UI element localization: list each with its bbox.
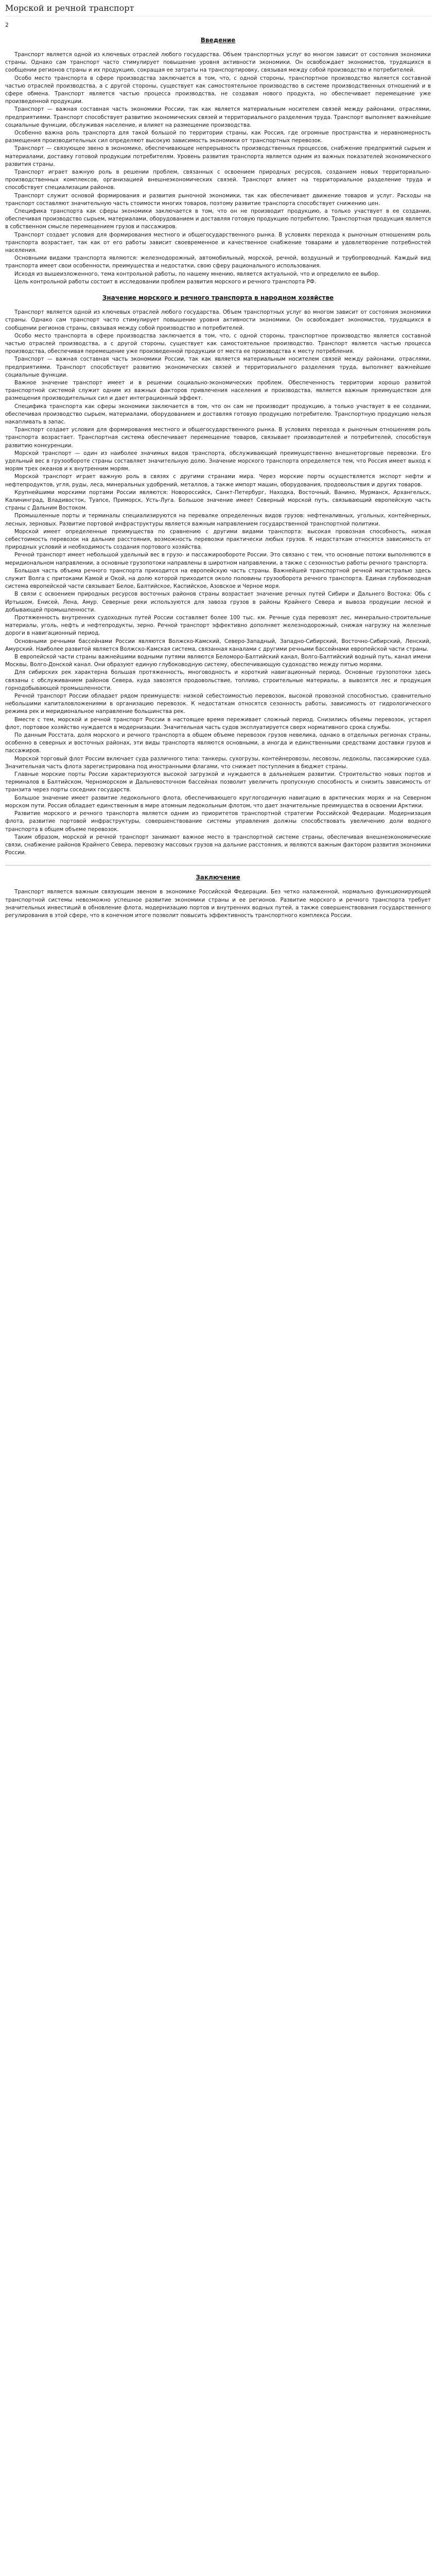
paragraph: По данным Росстата, доля морского и речного транспорта в общем объеме перевозок грузов невелика, однако в отдельных регионах страны, особенно в северных и восточных районах, эти виды транспорта являются основными, а иногда и единственными средствами доставки грузов и пассажиров. [5,732,431,754]
page-title: Морской и речной транспорт [5,3,431,16]
paragraph: Транспорт является важным связующим звеном в экономике Российской Федерации. Без четко налаженной, нормально функционирующей транспортной системы невозможно успешное развитие экономики страны и ее регионов. Развитие морского и речного транспорта требует значительных инвестиций в обновление флота, модернизацию портов и внутренних водных путей, а также совершенствования государственного регулирования в этой сфере, что в конечном итоге позволит повысить эффективность транспортного комплекса России. [5,889,431,919]
paragraph: Важное значение транспорт имеет и в решении социально-экономических проблем. Обеспеченность территории хорошо развитой транспортной системой служит одним из важных факторов привлечения населения и производства, является важным преимуществом для размещения производительных сил и дает интеграционный эффект. [5,379,431,402]
paragraph: Морской торговый флот России включает суда различного типа: танкеры, сухогрузы, контейнеровозы, лесовозы, ледоколы, пассажирские суда. Значительная часть флота зарегистрирована под иностранными флагами, что снижает поступления в бюджет страны. [5,755,431,770]
paragraph: Особо место транспорта в сфере производства заключается в том, что, с одной стороны, транспортное производство является составной частью отраслей производства, а с другой стороны, существует как самостоятельное производство в системе производственных отношений и в сфере обмена. Транспорт является частью процесса производства, не создавая нового продукта, но обеспечивает перемещение уже произведенной продукции. [5,75,431,105]
paragraph: Развитие морского и речного транспорта является одним из приоритетов транспортной стратегии Российской Федерации. Модернизация флота, развитие портовой инфраструктуры, совершенствование системы управления должны способствовать увеличению доли водного транспорта в общем объеме перевозок. [5,810,431,833]
section-heading: Значение морского и речного транспорта в народном хозяйстве [102,294,334,302]
document-body [5,37,431,920]
section-heading: Введение [200,37,236,44]
document-page [0,0,436,930]
paragraph: Транспорт — важная составная часть экономики России, так как является материальным носителем связей между районами, отраслями, предприятиями. Транспорт способствует развитию экономических связей и территориального разделения труда. Транспорт выполняет важнейшие социальные функции, обслуживая население, и влияет на размещение производства. [5,106,431,128]
paragraph: Особенно важна роль транспорта для такой большой по территории страны, как Россия, где огромные пространства и неравномерность размещения производительных сил определяют высокую зависимость экономики от транспортных перевозок. [5,130,431,144]
paragraph: Транспорт служит основой формирования и развития рыночной экономики, так как обеспечивает движение товаров и услуг. Расходы на транспорт составляют значительную часть стоимости многих товаров, поэтому развитие транспорта способствует снижению цен. [5,192,431,207]
section-heading: Заключение [196,874,240,882]
paragraph: Протяженность внутренних судоходных путей России составляет более 100 тыс. км. Речные суда перевозят лес, минерально-строительные материалы, уголь, нефть и нефтепродукты, зерно. Речной транспорт эффективно дополняет железнодорожный, снижая нагрузку на железные дороги в навигационный период. [5,615,431,637]
paragraph: Транспорт играет важную роль в решении проблем, связанных с освоением природных ресурсов, созданием новых территориально-производственных комплексов, организацией внешнеэкономических связей. Транспорт влияет на территориальное разделение труда и способствует специализации районов. [5,169,431,191]
paragraph: Транспорт — важная составная часть экономики России, так как является материальным носителем связей между районами, отраслями, предприятиями. Транспорт способствует развитию экономических связей и территориального разделения труда, выполняет важнейшие социальные функции. [5,356,431,378]
paragraph: Морской транспорт играет важную роль в связях с другими странами мира. Через морские порты осуществляется экспорт нефти и нефтепродуктов, угля, руды, леса, минеральных удобрений, металлов, а также импорт машин, оборудования, продовольствия и других товаров. [5,473,431,488]
section-divider [5,865,431,866]
paragraph: Транспорт является одной из ключевых отраслей любого государства. Объем транспортных услуг во многом зависит от состояния экономики страны. Однако сам транспорт часто стимулирует повышение уровня активности экономики. Он освобождает экономистов, трудящихся в сообщении регионов страны, связывая между собой производство и потребителей. [5,309,431,331]
document-section [5,874,431,920]
paragraph: Транспорт является одной из ключевых отраслей любого государства. Объем транспортных услуг во многом зависит от состояния экономики страны. Однако сам транспорт часто стимулирует повышение уровня активности экономики. Он освобождает экономистов, трудящихся в сообщении регионов страны и их продукцию, сокращая ее затраты на транспортировку, связывая между собой производство и потребителей. [5,52,431,74]
paragraph: Речной транспорт России обладает рядом преимуществ: низкой себестоимостью перевозок, высокой провозной способностью, сравнительно небольшими капиталовложениями в организацию перевозок. К недостаткам относятся сезонность работы, зависимость от гидрологического режима рек и меридиональное направление большинства рек. [5,693,431,715]
paragraph: Специфика транспорта как сферы экономики заключается в том, что он сам не производит продукцию, а только участвует в ее создании, обеспечивая производство сырьем, материалами, оборудованием и доставляя готовую продукцию потребителю. Транспортную продукцию нельзя накапливать в запас. [5,403,431,425]
paragraph: Для сибирских рек характерна большая протяженность, многоводность и короткий навигационный период. Основные грузопотоки здесь связаны с обслуживанием районов Севера, куда завозятся продовольствие, топливо, строительные материалы, а вывозятся лес и продукция горнодобывающей промышленности. [5,669,431,691]
paragraph: Морской имеет определенные преимущества по сравнению с другими видами транспорта: высокая провозная способность, низкая себестоимость перевозок на дальние расстояния, возможность перевозки практически любых грузов. К недостаткам относятся зависимость от природных условий и необходимость создания портового хозяйства. [5,528,431,551]
paragraph: Особо место транспорта в сфере производства заключается в том, что, с одной стороны, транспортное производство является составной частью отраслей производства, а с другой стороны, существует как самостоятельное производство. Транспорт является частью процесса производства, обеспечивая перемещение уже произведенной продукции от места ее производства к месту потребления. [5,332,431,355]
paragraph: Основными речными бассейнами России являются Волжско-Камский, Северо-Западный, Западно-Сибирский, Восточно-Сибирский, Ленский, Амурский. Наиболее развитой является Волжско-Камская система, связанная каналами с другими речными бассейнами европейской части страны. [5,638,431,652]
paragraph: Основными видами транспорта являются: железнодорожный, автомобильный, морской, речной, воздушный и трубопроводный. Каждый вид транспорта имеет свои особенности, преимущества и недостатки, свою сферу рационального использования. [5,255,431,269]
paragraph: Таким образом, морской и речной транспорт занимают важное место в транспортной системе страны, обеспечивая внешнеэкономические связи, снабжение районов Крайнего Севера, перевозку массовых грузов на дальние расстояния, и являются важным фактором развития экономики России. [5,834,431,856]
paragraph: Транспорт создает условия для формирования местного и общегосударственного рынка. В условиях перехода к рыночным отношениям роль транспорта возрастает, так как от его работы зависит своевременное и качественное снабжение товарами и удовлетворение потребностей населения. [5,231,431,254]
paragraph: Большое значение имеет развитие ледокольного флота, обеспечивающего круглогодичную навигацию в арктических морях и на Северном морском пути. Россия обладает единственным в мире атомным ледокольным флотом, что дает значительные преимущества в освоении Арктики. [5,794,431,809]
paragraph: Главные морские порты России характеризуются высокой загрузкой и нуждаются в дальнейшем развитии. Строительство новых портов и терминалов в Балтийском, Черноморском и Дальневосточном бассейнах позволит увеличить пропускную способность и снизить зависимость от транзита через порты соседних государств. [5,771,431,793]
paragraph: Цель контрольной работы состоит в исследовании проблем развития морского и речного транспорта РФ. [14,278,317,285]
page-number: 2 [5,22,9,28]
paragraph: Специфика транспорта как сферы экономики заключается в том, что он не производит продукцию, а только участвует в ее создании, обеспечивая производство сырьем, материалами, оборудованием и доставляя готовую продукцию потребителю. Транспортная продукция является в собственном смысле перемещением грузов и пассажиров. [5,208,431,230]
document-section [5,37,431,286]
paragraph: В связи с освоением природных ресурсов восточных районов страны возрастает значение речных путей Сибири и Дальнего Востока: Обь с Иртышом, Енисей, Лена, Амур. Северные реки используются для завоза грузов в районы Крайнего Севера и вывоза продукции лесной и добывающей промышленности. [5,591,431,613]
paragraph: Промышленные порты и терминалы специализируются на перевалке определенных видов грузов: нефтеналивных, угольных, контейнерных, лесных, зерновых. Развитие портовой инфраструктуры является важным направлением государственной транспортной политики. [5,513,431,527]
paragraph: В европейской части страны важнейшими водными путями являются Беломоро-Балтийский канал, Волго-Балтийский водный путь, канал имени Москвы, Волго-Донской канал. Они образуют единую глубоководную систему, обеспечивающую судоходство между пятью морями. [5,654,431,668]
paragraph: Исходя из вышеизложенного, тема контрольной работы, по нашему мнению, является актуальной, что и определило ее выбор. [14,270,380,277]
document-section [5,294,431,857]
paragraph: Транспорт — связующее звено в экономике, обеспечивающее непрерывность производственных процессов, снабжение предприятий сырьем и материалами, доставку готовой продукции потребителям. Уровень развития транспорта является одним из важных показателей экономического развития страны. [5,145,431,167]
paragraph: Речной транспорт имеет небольшой удельный вес в грузо- и пассажирообороте России. Это связано с тем, что основные потоки выполняются в меридиональном направлении, а основные грузопотоки направлены в широтном направлении, а также с сезонностью работы речного транспорта. [5,552,431,566]
paragraph: Крупнейшими морскими портами России являются: Новороссийск, Санкт-Петербург, Находка, Восточный, Ванино, Мурманск, Архангельск, Калининград, Владивосток, Туапсе, Приморск, Усть-Луга. Большое значение имеет Северный морской путь, связывающий европейскую часть страны с Дальним Востоком. [5,489,431,512]
paragraph: Вместе с тем, морской и речной транспорт России в настоящее время переживает сложный период. Снизились объемы перевозок, устарел флот, портовое хозяйство нуждается в модернизации. Значительная часть судов эксплуатируется сверх нормативного срока службы. [5,716,431,731]
paragraph: Транспорт создает условия для формирования местного и общегосударственного рынка. В условиях перехода к рыночным отношениям роль транспорта возрастает. Транспортная система обеспечивает перемещение товаров, связывает производителей и потребителей, способствуя развитию конкуренции. [5,427,431,449]
paragraph: Большая часть объема речного транспорта приходится на европейскую часть страны. Важнейшей транспортной речной магистралью здесь служит Волга с притоками Камой и Окой, на долю которой приходится около половины грузооборота речного транспорта. Единая глубоководная система европейской части связывает Белое, Балтийское, Каспийское, Азовское и Черное моря. [5,567,431,590]
paragraph: Морской транспорт — один из наиболее значимых видов транспорта, обслуживающий преимущественно внешнеторговые перевозки. Его удельный вес в грузообороте страны составляет значительную долю. Значение морского транспорта определяется тем, что Россия имеет выход к морям трех океанов и к внутренним морям. [5,450,431,472]
